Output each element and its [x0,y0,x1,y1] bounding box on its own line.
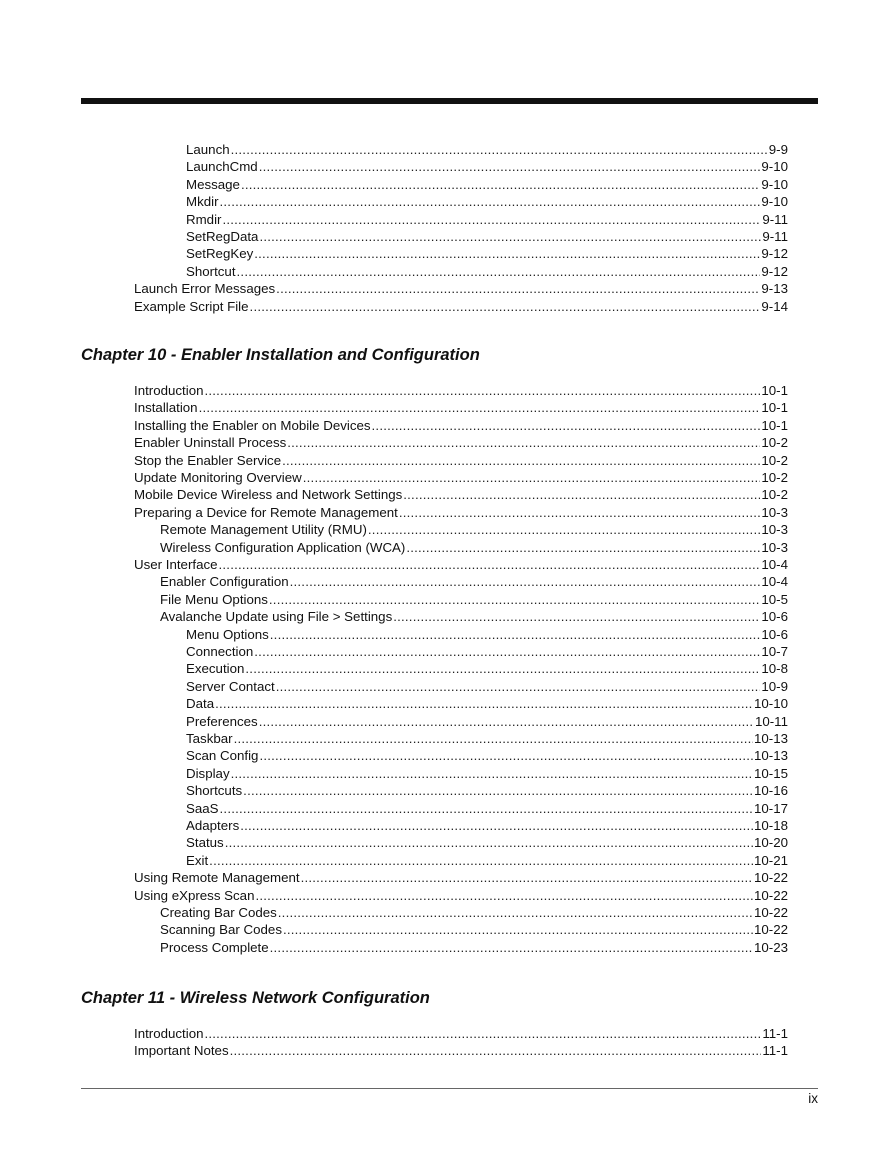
toc-entry-title: Data [186,696,215,712]
dot-leader [215,695,753,712]
toc-entry-page: 10-22 [753,870,788,886]
toc-entry-page: 10-10 [753,696,788,712]
toc-entry-title: Taskbar [186,731,233,746]
dot-leader [406,539,760,556]
dot-leader [254,643,760,660]
toc-entry[interactable] [134,504,788,521]
dot-leader [259,747,753,764]
toc-entry[interactable] [186,747,788,764]
toc-entry[interactable] [186,158,788,175]
toc-entry-page: 9-10 [761,159,788,175]
toc-entry-title: Using Remote Management [134,870,300,886]
dot-leader [269,591,760,608]
toc-entry-page: 10-3 [761,504,788,520]
toc-entry[interactable] [186,660,788,677]
dot-leader [241,176,760,193]
toc-entry[interactable] [134,434,788,451]
toc-entry[interactable] [160,591,788,608]
toc-entry-title: Message [186,176,240,192]
dot-leader [209,852,753,869]
toc-entry-page: 10-6 [761,609,788,625]
toc-entry-page: 11-1 [762,1043,788,1059]
toc-entry-title: Mobile Device Wireless and Network Settings [134,487,403,503]
dot-leader [403,486,760,503]
toc-entry-title: Installation [134,400,198,416]
toc-entry-title: Example Script File [134,298,249,314]
toc-entry-title: Launch Error Messages [134,281,276,297]
toc-entry[interactable] [134,298,788,315]
toc-entry[interactable] [186,834,788,851]
toc-entry-page: 10-1 [761,400,788,416]
dot-leader [259,158,761,175]
toc-entry-title: Shortcut [186,263,236,279]
toc-entry-page: 10-3 [761,539,788,555]
toc-entry-title: Menu Options [186,626,269,642]
toc-entry[interactable] [160,904,788,921]
toc-entry-page: 9-9 [768,142,788,157]
dot-leader [243,782,753,799]
toc-entry[interactable] [186,626,788,643]
dot-leader [250,298,761,315]
dot-leader [230,1042,762,1059]
dot-leader [270,626,761,643]
toc-entry-title: Update Monitoring Overview [134,470,302,485]
toc-entry-page: 10-3 [761,522,788,538]
toc-entry-page: 10-5 [761,591,788,607]
toc-entry[interactable] [134,869,788,886]
dot-leader [204,1025,761,1042]
toc-entry[interactable] [134,452,788,469]
toc-entry[interactable] [134,469,788,486]
dot-leader [290,573,761,590]
toc-entry-page: 10-16 [753,783,788,799]
toc-entry[interactable] [134,887,788,904]
toc-entry-title: SaaS [186,800,219,816]
dot-leader [222,211,761,228]
dot-leader [276,280,760,297]
toc-entry-title: Creating Bar Codes [160,905,277,920]
chapter-heading: Chapter 11 - Wireless Network Configuration [81,989,430,1007]
toc-entry-page: 9-11 [762,211,788,227]
toc-entry-title: Wireless Configuration Application (WCA) [160,539,406,555]
page-number: ix [808,1091,818,1106]
toc-entry-title: Avalanche Update using File > Settings [160,609,393,625]
chapter-heading: Chapter 10 - Enabler Installation and Configuration [81,346,480,364]
toc-entry[interactable] [160,573,788,590]
toc-entry-page: 10-6 [761,626,788,642]
dot-leader [237,263,761,280]
toc-entry-title: Execution [186,661,245,677]
toc-entry-page: 11-1 [762,1026,788,1041]
toc-entry-page: 10-1 [761,417,788,433]
toc-entry-page: 10-13 [753,731,788,746]
toc-entry-page: 10-22 [753,887,788,903]
toc-entry-page: 9-11 [762,229,788,244]
toc-entry[interactable] [134,1042,788,1059]
toc-entry-title: SetRegKey [186,246,254,262]
toc-entry-page: 10-8 [761,661,788,677]
toc-entry-page: 10-2 [761,487,788,503]
dot-leader [255,887,753,904]
dot-leader [368,521,760,538]
toc-entry-title: Introduction [134,1026,204,1041]
toc-entry[interactable] [186,211,788,228]
toc-entry-page: 10-22 [753,922,788,938]
toc-entry-page: 10-22 [753,905,788,920]
toc-entry-page: 10-9 [761,678,788,694]
toc-entry-page: 10-13 [753,748,788,764]
dot-leader [245,660,760,677]
toc-entry-title: Using eXpress Scan [134,887,255,903]
toc-entry-page: 10-4 [761,574,788,590]
toc-entry-page: 10-23 [753,939,788,955]
toc-entry-title: File Menu Options [160,591,268,607]
toc-entry[interactable] [186,263,788,280]
toc-entry[interactable] [186,228,788,245]
toc-entry-title: Mkdir [186,194,219,210]
dot-leader [220,800,753,817]
toc-entry[interactable] [186,695,788,712]
dot-leader [204,382,760,399]
toc-entry-page: 9-14 [761,298,788,314]
toc-entry[interactable] [186,193,788,210]
toc-entry-title: Introduction [134,383,204,398]
toc-entry-title: User Interface [134,557,218,572]
dot-leader [283,921,753,938]
toc-entry-page: 9-12 [761,246,788,262]
toc-entry-page: 10-11 [754,713,788,729]
dot-leader [240,817,753,834]
dot-leader [278,904,753,921]
toc-entry-title: Process Complete [160,939,269,955]
dot-leader [282,452,760,469]
dot-leader [220,193,761,210]
toc-entry-title: Enabler Configuration [160,574,289,590]
toc-entry-title: Preferences [186,713,258,729]
toc-entry-title: Launch [186,142,230,157]
toc-entry-title: Stop the Enabler Service [134,452,282,468]
dot-leader [219,556,761,573]
toc-entry-page: 9-13 [761,281,788,297]
toc-entry-page: 9-12 [761,263,788,279]
toc-entry[interactable] [186,643,788,660]
toc-entry-title: Display [186,765,230,781]
toc-entry-title: Remote Management Utility (RMU) [160,522,367,538]
toc-entry[interactable] [134,1025,788,1042]
toc-entry-title: Adapters [186,818,240,833]
dot-leader [372,417,761,434]
toc-entry[interactable] [134,486,788,503]
toc-entry-title: Rmdir [186,211,222,227]
toc-entry[interactable] [186,713,788,730]
toc-entry-title: SetRegData [186,229,259,244]
toc-entry[interactable] [186,817,788,834]
toc-entry-page: 10-21 [753,852,788,868]
toc-entry[interactable] [160,608,788,625]
toc-entry-title: Exit [186,852,209,868]
toc-entry-title: Status [186,835,224,851]
dot-leader [270,939,753,956]
toc-entry-page: 10-2 [761,435,788,451]
toc-entry[interactable] [186,245,788,262]
dot-leader [259,713,754,730]
toc-entry-title: Important Notes [134,1043,229,1059]
toc-entry[interactable] [134,399,788,416]
bottom-rule [81,1088,818,1089]
toc-entry[interactable] [134,280,788,297]
toc-entry[interactable] [186,765,788,782]
dot-leader [225,834,753,851]
dot-leader [399,504,761,521]
toc-entry-title: Shortcuts [186,783,243,799]
toc-entry-page: 10-1 [761,383,788,398]
toc-entry-page: 9-10 [761,176,788,192]
dot-leader [231,141,768,158]
toc-entry[interactable] [186,800,788,817]
dot-leader [276,678,761,695]
toc-entry-title: Installing the Enabler on Mobile Devices [134,417,371,433]
top-rule [81,98,818,104]
toc-entry-page: 10-18 [753,818,788,833]
toc-entry-title: Connection [186,644,254,659]
toc-entry[interactable] [186,730,788,747]
toc-entry[interactable] [186,141,788,158]
toc-entry-page: 10-2 [761,452,788,468]
toc-entry[interactable] [186,852,788,869]
toc-entry-title: LaunchCmd [186,159,258,175]
toc-entry-page: 10-4 [761,557,788,572]
toc-entry-page: 10-7 [761,644,788,659]
toc-entry[interactable] [186,176,788,193]
dot-leader [234,730,753,747]
dot-leader [199,399,761,416]
toc-entry[interactable] [134,556,788,573]
toc-entry-title: Server Contact [186,678,275,694]
toc-entry[interactable] [160,521,788,538]
dot-leader [301,869,753,886]
dot-leader [254,245,760,262]
dot-leader [259,228,761,245]
dot-leader [303,469,761,486]
toc-entry[interactable] [160,921,788,938]
dot-leader [287,434,760,451]
toc-entry-page: 10-20 [753,835,788,851]
toc-entry-page: 9-10 [761,194,788,210]
dot-leader [393,608,760,625]
toc-entry[interactable] [186,678,788,695]
toc-entry-title: Enabler Uninstall Process [134,435,287,451]
toc-entry[interactable] [134,382,788,399]
toc-entry-page: 10-2 [761,470,788,485]
toc-entry[interactable] [160,539,788,556]
toc-entry-page: 10-15 [753,765,788,781]
toc-entry-title: Scan Config [186,748,259,764]
toc-entry[interactable] [160,939,788,956]
toc-entry[interactable] [186,782,788,799]
toc-entry-page: 10-17 [753,800,788,816]
toc-entry-title: Preparing a Device for Remote Management [134,504,398,520]
toc-entry[interactable] [134,417,788,434]
toc-entry-title: Scanning Bar Codes [160,922,282,938]
dot-leader [231,765,753,782]
